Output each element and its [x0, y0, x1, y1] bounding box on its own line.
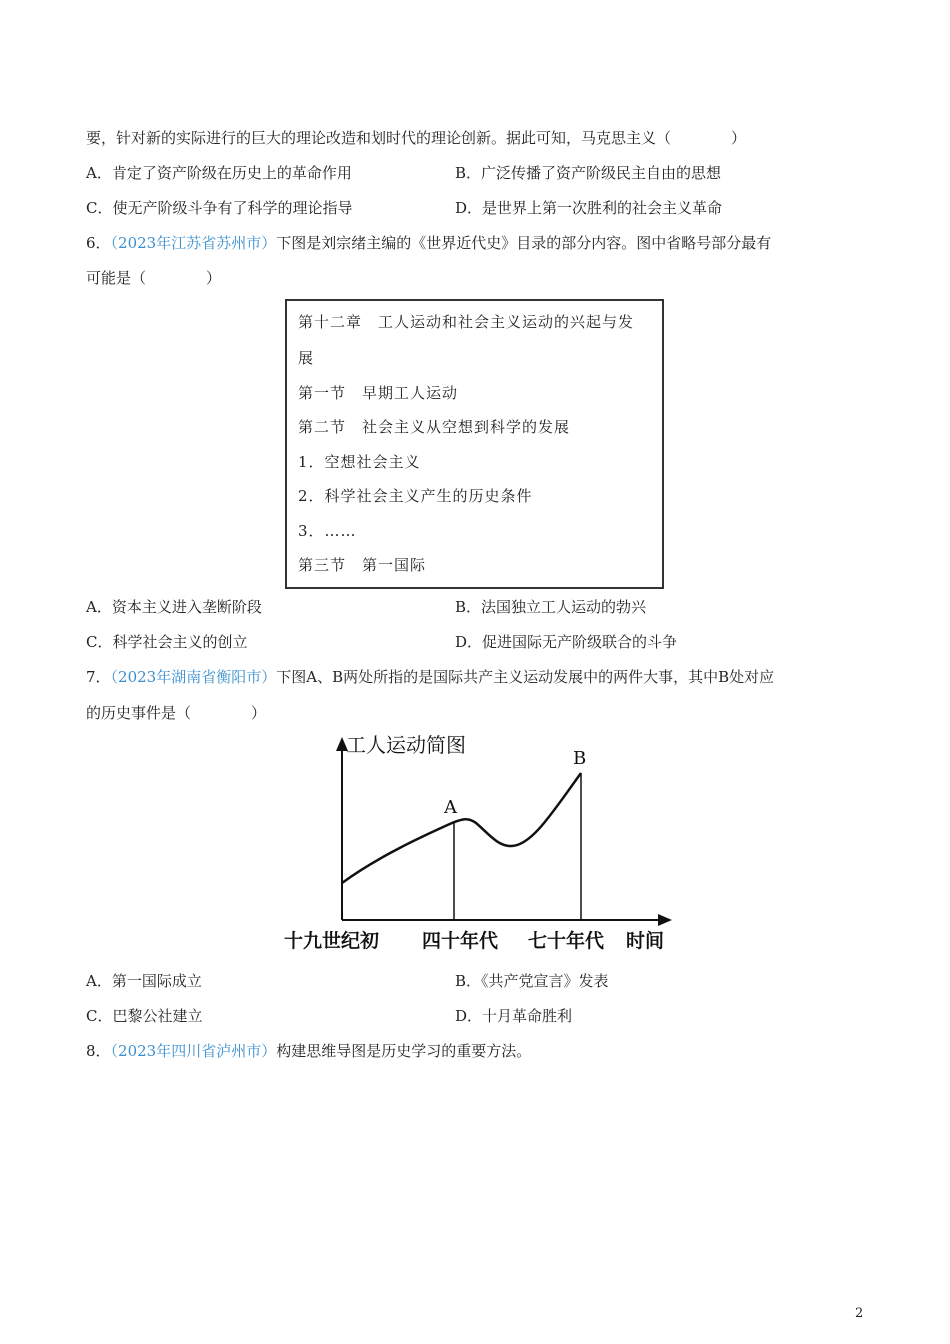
toc-line: 2．科学社会主义产生的历史条件: [298, 487, 533, 505]
toc-line: 第十二章 工人运动和社会主义运动的兴起与发: [298, 313, 635, 331]
q6-stem-line1: [86, 233, 771, 253]
q6-option-a: A．资本主义进入垄断阶段: [86, 598, 262, 616]
toc-line: 第三节 第一国际: [298, 556, 427, 574]
q5-option-d: D．是世界上第一次胜利的社会主义革命: [455, 199, 723, 217]
q6-option-d: D．促进国际无产阶级联合的斗争: [455, 633, 678, 651]
page-number: 2: [855, 1306, 864, 1321]
trend-curve: [342, 773, 581, 883]
labor-movement-diagram: [280, 733, 680, 958]
point-b-label: B: [573, 748, 587, 769]
q7-stem-line1: [86, 667, 774, 687]
q8-stem-text: 构建思维导图是历史学习的重要方法。: [276, 1042, 532, 1060]
point-a-label: A: [444, 797, 457, 818]
q5-option-b: B．广泛传播了资产阶级民主自由的思想: [455, 164, 722, 182]
x-tick-label: 四十年代: [422, 930, 499, 952]
q5-option-a: A．肯定了资产阶级在历史上的革命作用: [86, 164, 352, 182]
x-axis-arrow: [658, 914, 672, 926]
q7-stem-text: 下图A、B两处所指的是国际共产主义运动发展中的两件大事，其中B处对应: [276, 668, 775, 686]
x-tick-label: 十九世纪初: [284, 930, 380, 952]
q8-number: 8．: [86, 1042, 111, 1060]
q7-option-b: B．《共产党宣言》发表: [455, 972, 609, 990]
toc-line: 展: [298, 349, 315, 367]
x-tick-label: 七十年代: [528, 930, 605, 952]
q7-source: （2023年湖南省衡阳市）: [110, 668, 277, 686]
q6-stem-text: 下图是刘宗绪主编的《世界近代史》目录的部分内容。图中省略号部分最有: [276, 234, 772, 252]
q7-stem-line2: 的历史事件是（ ）: [86, 704, 267, 722]
q7-option-a: A．第一国际成立: [86, 972, 202, 990]
q6-option-b: B．法国独立工人运动的勃兴: [455, 598, 647, 616]
q5-option-c: C．使无产阶级斗争有了科学的理论指导: [86, 199, 353, 217]
q6-source: （2023年江苏省苏州市）: [110, 234, 277, 252]
q6-stem-line2: 可能是（ ）: [86, 269, 222, 287]
q8-source: （2023年四川省泸州市）: [110, 1042, 277, 1060]
toc-line: 第二节 社会主义从空想到科学的发展: [298, 418, 571, 436]
x-axis-label: 时间: [626, 930, 665, 952]
q7-option-d: D．十月革命胜利: [455, 1007, 573, 1025]
q8-stem-line: [86, 1041, 531, 1061]
q7-option-c: C．巴黎公社建立: [86, 1007, 203, 1025]
diagram-title: 工人运动简图: [346, 733, 466, 757]
q6-toc-box: [285, 299, 664, 589]
toc-line: 1．空想社会主义: [298, 453, 421, 471]
toc-line: 3．……: [298, 522, 357, 540]
q7-number: 7．: [86, 668, 111, 686]
q5-stem-tail: 要，针对新的实际进行的巨大的理论改造和划时代的理论创新。据此可知，马克思主义（ ）: [86, 129, 747, 147]
q6-number: 6．: [86, 234, 111, 252]
toc-line: 第一节 早期工人运动: [298, 384, 459, 402]
q6-option-c: C．科学社会主义的创立: [86, 633, 248, 651]
